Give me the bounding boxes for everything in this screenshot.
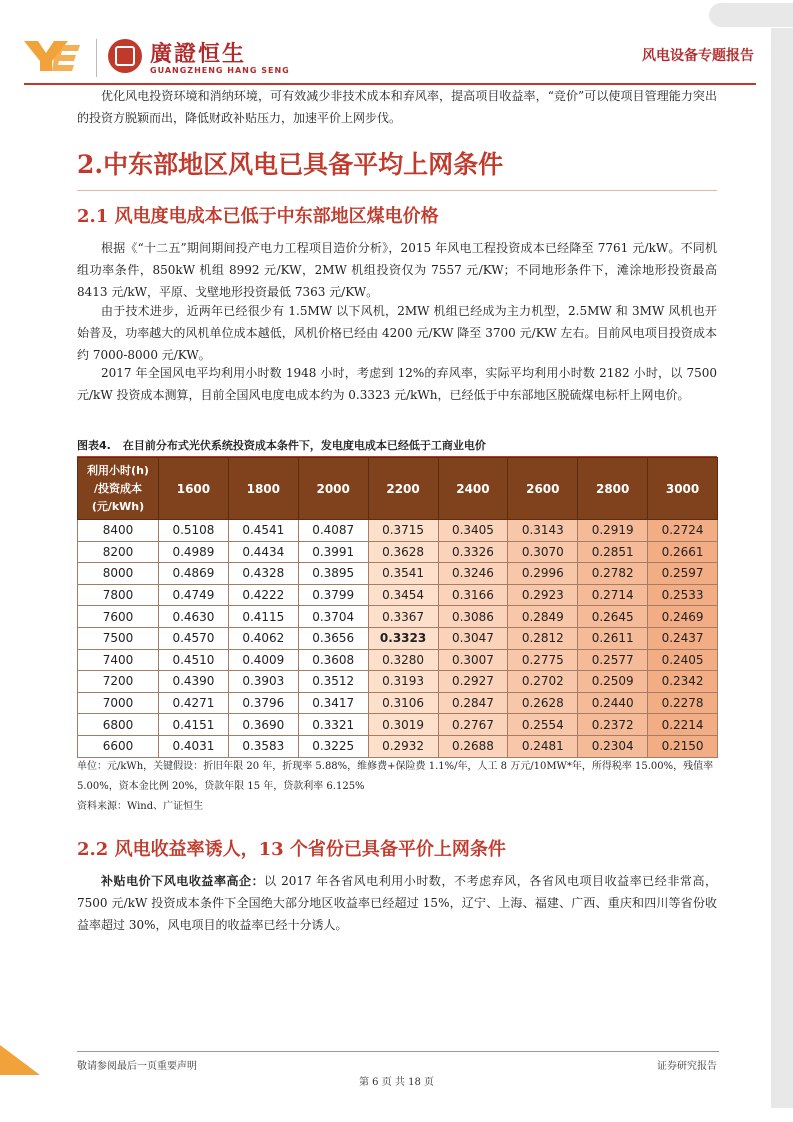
paragraph: 由于技术进步，近两年已经很少有 1.5MW 以下风机，2MW 机组已经成为主力机型，2.5MW 和 3MW 风机也开始普及，功率越大的风机单位成本越低，风机价格已经由 4200 元/KW 降至 3700 元/KW 左右。目前风电项目投资成本约 7000-8000 元/KW。 [77, 304, 717, 362]
row-header: 7400 [78, 649, 159, 671]
table-cell: 0.4062 [228, 627, 298, 649]
table-cell: 0.3225 [298, 735, 368, 757]
table-cell: 0.2304 [578, 735, 648, 757]
table-row [78, 692, 718, 714]
table-cell: 0.3656 [298, 627, 368, 649]
decorative-corner-triangle [0, 1045, 40, 1075]
table-cell: 0.4510 [159, 649, 229, 671]
table-cell: 0.4630 [159, 606, 229, 628]
table-cell: 0.3326 [438, 541, 508, 563]
table-cell: 0.2405 [648, 649, 718, 671]
table-cell: 0.2927 [438, 671, 508, 693]
table-cell: 0.3280 [368, 649, 438, 671]
column-header: 3000 [648, 458, 718, 520]
column-header: 1800 [228, 458, 298, 520]
table-cell: 0.2481 [508, 735, 578, 757]
figure-label: 图表4. [77, 439, 111, 452]
section-heading: 2.中东部地区风电已具备平均上网条件 [77, 150, 504, 179]
table-cell: 0.3007 [438, 649, 508, 671]
table-cell: 0.3628 [368, 541, 438, 563]
table-row [78, 735, 718, 757]
table-cell: 0.2150 [648, 735, 718, 757]
row-header: 7000 [78, 692, 159, 714]
paragraph-text: 以 2017 年各省风电利用小时数，不考虑弃风，各省风电项目收益率已经非常高，7500 元/kW 投资成本条件下全国绝大部分地区收益率已经超过 15%，辽宁、上海、福建、广西、重庆和四川等省份收益率超过 30%，风电项目的收益率已经十分诱人。 [77, 874, 718, 932]
table-cell: 0.4031 [159, 735, 229, 757]
subsection-heading: 2.1 风电度电成本已低于中东部地区煤电价格 [77, 206, 439, 227]
row-header: 7800 [78, 584, 159, 606]
table-cell: 0.4087 [298, 520, 368, 542]
column-header: 2200 [368, 458, 438, 520]
table-row [78, 520, 718, 542]
table-cell: 0.4328 [228, 563, 298, 585]
table-cell: 0.4271 [159, 692, 229, 714]
source-note: 资料来源：Wind、广证恒生 [77, 801, 204, 812]
row-header: 6600 [78, 735, 159, 757]
column-header: 2600 [508, 458, 578, 520]
table-cell: 0.2597 [648, 563, 718, 585]
table-cell: 0.2628 [508, 692, 578, 714]
table-cell: 0.3143 [508, 520, 578, 542]
table-cell: 0.3246 [438, 563, 508, 585]
table-cell: 0.2533 [648, 584, 718, 606]
table-cell: 0.2923 [508, 584, 578, 606]
brand-name: 廣證恒生 [150, 42, 247, 67]
report-type: 风电设备专题报告 [642, 48, 754, 64]
brand-name-english: GUANGZHENG HANG SENG [150, 66, 290, 75]
table-cell: 0.2851 [578, 541, 648, 563]
table-cell: 0.2469 [648, 606, 718, 628]
intro-paragraph: 优化风电投资环境和消纳环境，可有效减少非技术成本和弃风率，提高项目收益率，“竞价”可以使项目管理能力突出的投资方脱颖而出，降低财政补贴压力，加速平价上网步伐。 [77, 89, 717, 125]
table-cell: 0.2342 [648, 671, 718, 693]
cost-sensitivity-table [77, 457, 718, 758]
table-cell: 0.4222 [228, 584, 298, 606]
table-cell: 0.3991 [298, 541, 368, 563]
row-header: 7500 [78, 627, 159, 649]
table-cell: 0.3321 [298, 714, 368, 736]
table-cell: 0.2849 [508, 606, 578, 628]
table-cell: 0.4989 [159, 541, 229, 563]
table-cell: 0.3704 [298, 606, 368, 628]
paragraph [77, 870, 717, 936]
table-corner-header: 利用小时(h) /投资成本 (元/kWh) [78, 458, 159, 520]
table-cell: 0.2554 [508, 714, 578, 736]
table-cell: 0.2932 [368, 735, 438, 757]
table-cell: 0.2509 [578, 671, 648, 693]
table-cell: 0.4115 [228, 606, 298, 628]
table-row [78, 606, 718, 628]
table-cell: 0.2688 [438, 735, 508, 757]
table-cell: 0.3608 [298, 649, 368, 671]
row-header: 7600 [78, 606, 159, 628]
table-cell: 0.3086 [438, 606, 508, 628]
footer-category: 证券研究报告 [657, 1061, 717, 1072]
row-header: 8000 [78, 563, 159, 585]
table-cell: 0.2714 [578, 584, 648, 606]
table-row [78, 649, 718, 671]
table-cell: 0.4541 [228, 520, 298, 542]
table-cell: 0.2847 [438, 692, 508, 714]
table-cell: 0.2214 [648, 714, 718, 736]
table-cell: 0.2812 [508, 627, 578, 649]
table-cell: 0.3405 [438, 520, 508, 542]
table-cell: 0.3323 [368, 627, 438, 649]
table-cell: 0.3047 [438, 627, 508, 649]
table-cell: 0.2767 [438, 714, 508, 736]
table-cell: 0.3895 [298, 563, 368, 585]
table-cell: 0.4570 [159, 627, 229, 649]
table-cell: 0.3166 [438, 584, 508, 606]
table-cell: 0.4151 [159, 714, 229, 736]
table-cell: 0.3903 [228, 671, 298, 693]
table-row [78, 627, 718, 649]
figure-title: 在目前分布式光伏系统投资成本条件下，发电度电成本已经低于工商业电价 [122, 439, 486, 452]
table-cell: 0.3454 [368, 584, 438, 606]
table-cell: 0.2702 [508, 671, 578, 693]
table-cell: 0.4434 [228, 541, 298, 563]
table-cell: 0.4869 [159, 563, 229, 585]
table-cell: 0.2919 [578, 520, 648, 542]
table-cell: 0.2775 [508, 649, 578, 671]
paragraph: 根据《“十二五”期间期间投产电力工程项目造价分析》，2015 年风电工程投资成本已经降至 7761 元/kW。不同机组功率条件，850kW 机组 8992 元/KW，2MW 机组投资仅为 7557 元/KW；不同地形条件下，滩涂地形投资最高 8413 元/kW，平原、戈壁地形投资最低 7363 元/KW。 [77, 241, 717, 299]
row-header: 8400 [78, 520, 159, 542]
table-cell: 0.2661 [648, 541, 718, 563]
table-cell: 0.3583 [228, 735, 298, 757]
table-note: 单位：元/kWh，关键假设：折旧年限 20 年，折现率 5.88%，维修费+保险费 1.1%/年，人工 8 万元/10MW*年，所得税率 15.00%，残值率 5.00%，资本金比例 20%，贷款年限 15 年，贷款利率 6.125% [77, 761, 714, 792]
table-cell: 0.2996 [508, 563, 578, 585]
table-cell: 0.3070 [508, 541, 578, 563]
table-cell: 0.3512 [298, 671, 368, 693]
table-cell: 0.2437 [648, 627, 718, 649]
decorative-tab [709, 3, 793, 27]
section-divider [77, 190, 717, 191]
column-header: 2800 [578, 458, 648, 520]
table-cell: 0.3796 [228, 692, 298, 714]
table-header-row [78, 458, 718, 520]
page-header [24, 37, 756, 85]
table-cell: 0.3193 [368, 671, 438, 693]
subsection-heading: 2.2 风电收益率诱人，13 个省份已具备平价上网条件 [77, 839, 506, 860]
table-row [78, 671, 718, 693]
table-cell: 0.2577 [578, 649, 648, 671]
table-row [78, 541, 718, 563]
table-cell: 0.3019 [368, 714, 438, 736]
table-cell: 0.4749 [159, 584, 229, 606]
row-header: 8200 [78, 541, 159, 563]
table-row [78, 714, 718, 736]
brand-seal-icon [108, 39, 142, 73]
table-cell: 0.5108 [159, 520, 229, 542]
table-cell: 0.3799 [298, 584, 368, 606]
table-cell: 0.2372 [578, 714, 648, 736]
column-header: 2400 [438, 458, 508, 520]
table-cell: 0.2645 [578, 606, 648, 628]
lead-bold: 补贴电价下风电收益率高企： [101, 874, 265, 888]
figure-caption [77, 436, 717, 457]
table-cell: 0.2724 [648, 520, 718, 542]
table-row [78, 563, 718, 585]
table-cell: 0.2278 [648, 692, 718, 714]
table-cell: 0.3417 [298, 692, 368, 714]
column-header: 2000 [298, 458, 368, 520]
logo-divider [96, 39, 97, 77]
table-cell: 0.2440 [578, 692, 648, 714]
row-header: 6800 [78, 714, 159, 736]
page-number: 第 6 页 共 18 页 [359, 1077, 434, 1088]
row-header: 7200 [78, 671, 159, 693]
company-logo-icon [24, 39, 80, 73]
table-cell: 0.2611 [578, 627, 648, 649]
table-cell: 0.3106 [368, 692, 438, 714]
paragraph: 2017 年全国风电平均利用小时数 1948 小时，考虑到 12%的弃风率，实际平均利用小时数 2182 小时，以 7500 元/kW 投资成本测算，目前全国风电度电成本约为 0.3323 元/kWh，已经低于中东部地区脱硫煤电标杆上网电价。 [77, 366, 717, 402]
column-header: 1600 [159, 458, 229, 520]
table-cell: 0.2782 [578, 563, 648, 585]
table-cell: 0.3690 [228, 714, 298, 736]
table-cell: 0.4009 [228, 649, 298, 671]
table-cell: 0.4390 [159, 671, 229, 693]
footer-divider [77, 1051, 719, 1052]
table-cell: 0.3541 [368, 563, 438, 585]
table-cell: 0.3367 [368, 606, 438, 628]
footer-disclaimer: 敬请参阅最后一页重要声明 [77, 1061, 197, 1072]
decorative-side-bar [771, 28, 793, 1108]
table-row [78, 584, 718, 606]
table-cell: 0.3715 [368, 520, 438, 542]
